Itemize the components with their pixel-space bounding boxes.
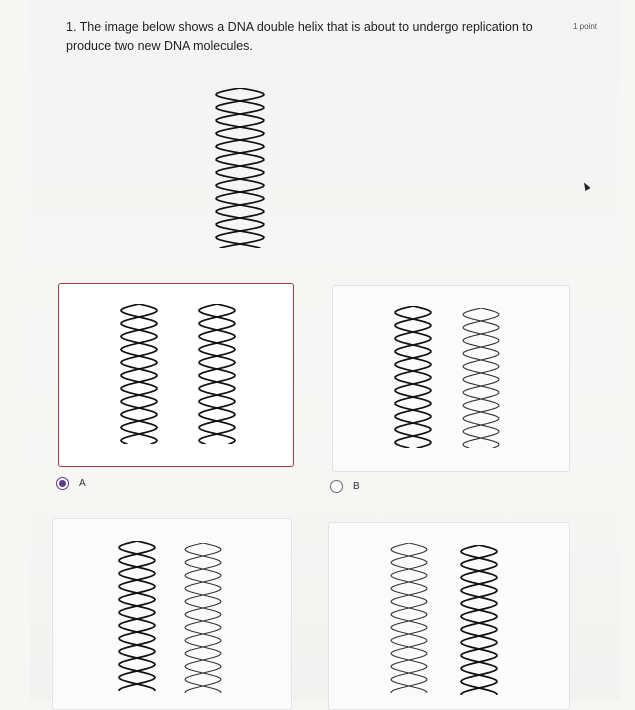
- option-a-radio[interactable]: [56, 477, 69, 490]
- mouse-cursor-icon: [581, 181, 590, 191]
- option-d-image[interactable]: [328, 522, 570, 710]
- question-card: [30, 0, 620, 700]
- helix-strand-1: [216, 88, 264, 248]
- dna-helix-a-right: [197, 304, 237, 444]
- option-b-radio[interactable]: [330, 480, 343, 493]
- option-b-label: B: [353, 481, 360, 492]
- helix-strand-2: [216, 88, 264, 248]
- dna-helix-a-left: [119, 304, 159, 444]
- option-b-radio-row[interactable]: [330, 480, 360, 493]
- dna-helix-c-right: [183, 543, 223, 693]
- option-a-radio-row[interactable]: [56, 477, 86, 490]
- dna-helix-b-left: [393, 306, 433, 448]
- question-text: 1. The image below shows a DNA double helix that is about to undergo replication to produce two new DNA molecules.: [66, 20, 533, 53]
- dna-helix-d-right: [459, 545, 499, 695]
- option-b-image[interactable]: [332, 285, 570, 472]
- option-a-label: A: [79, 478, 86, 489]
- dna-helix-d-left: [389, 543, 429, 693]
- dna-helix-b-right: [461, 308, 501, 448]
- option-c-image[interactable]: [52, 518, 292, 710]
- points-label: 1 point: [573, 22, 598, 31]
- dna-helix-original: [214, 88, 266, 248]
- dna-helix-c-left: [117, 541, 157, 691]
- option-a-image[interactable]: [58, 283, 294, 467]
